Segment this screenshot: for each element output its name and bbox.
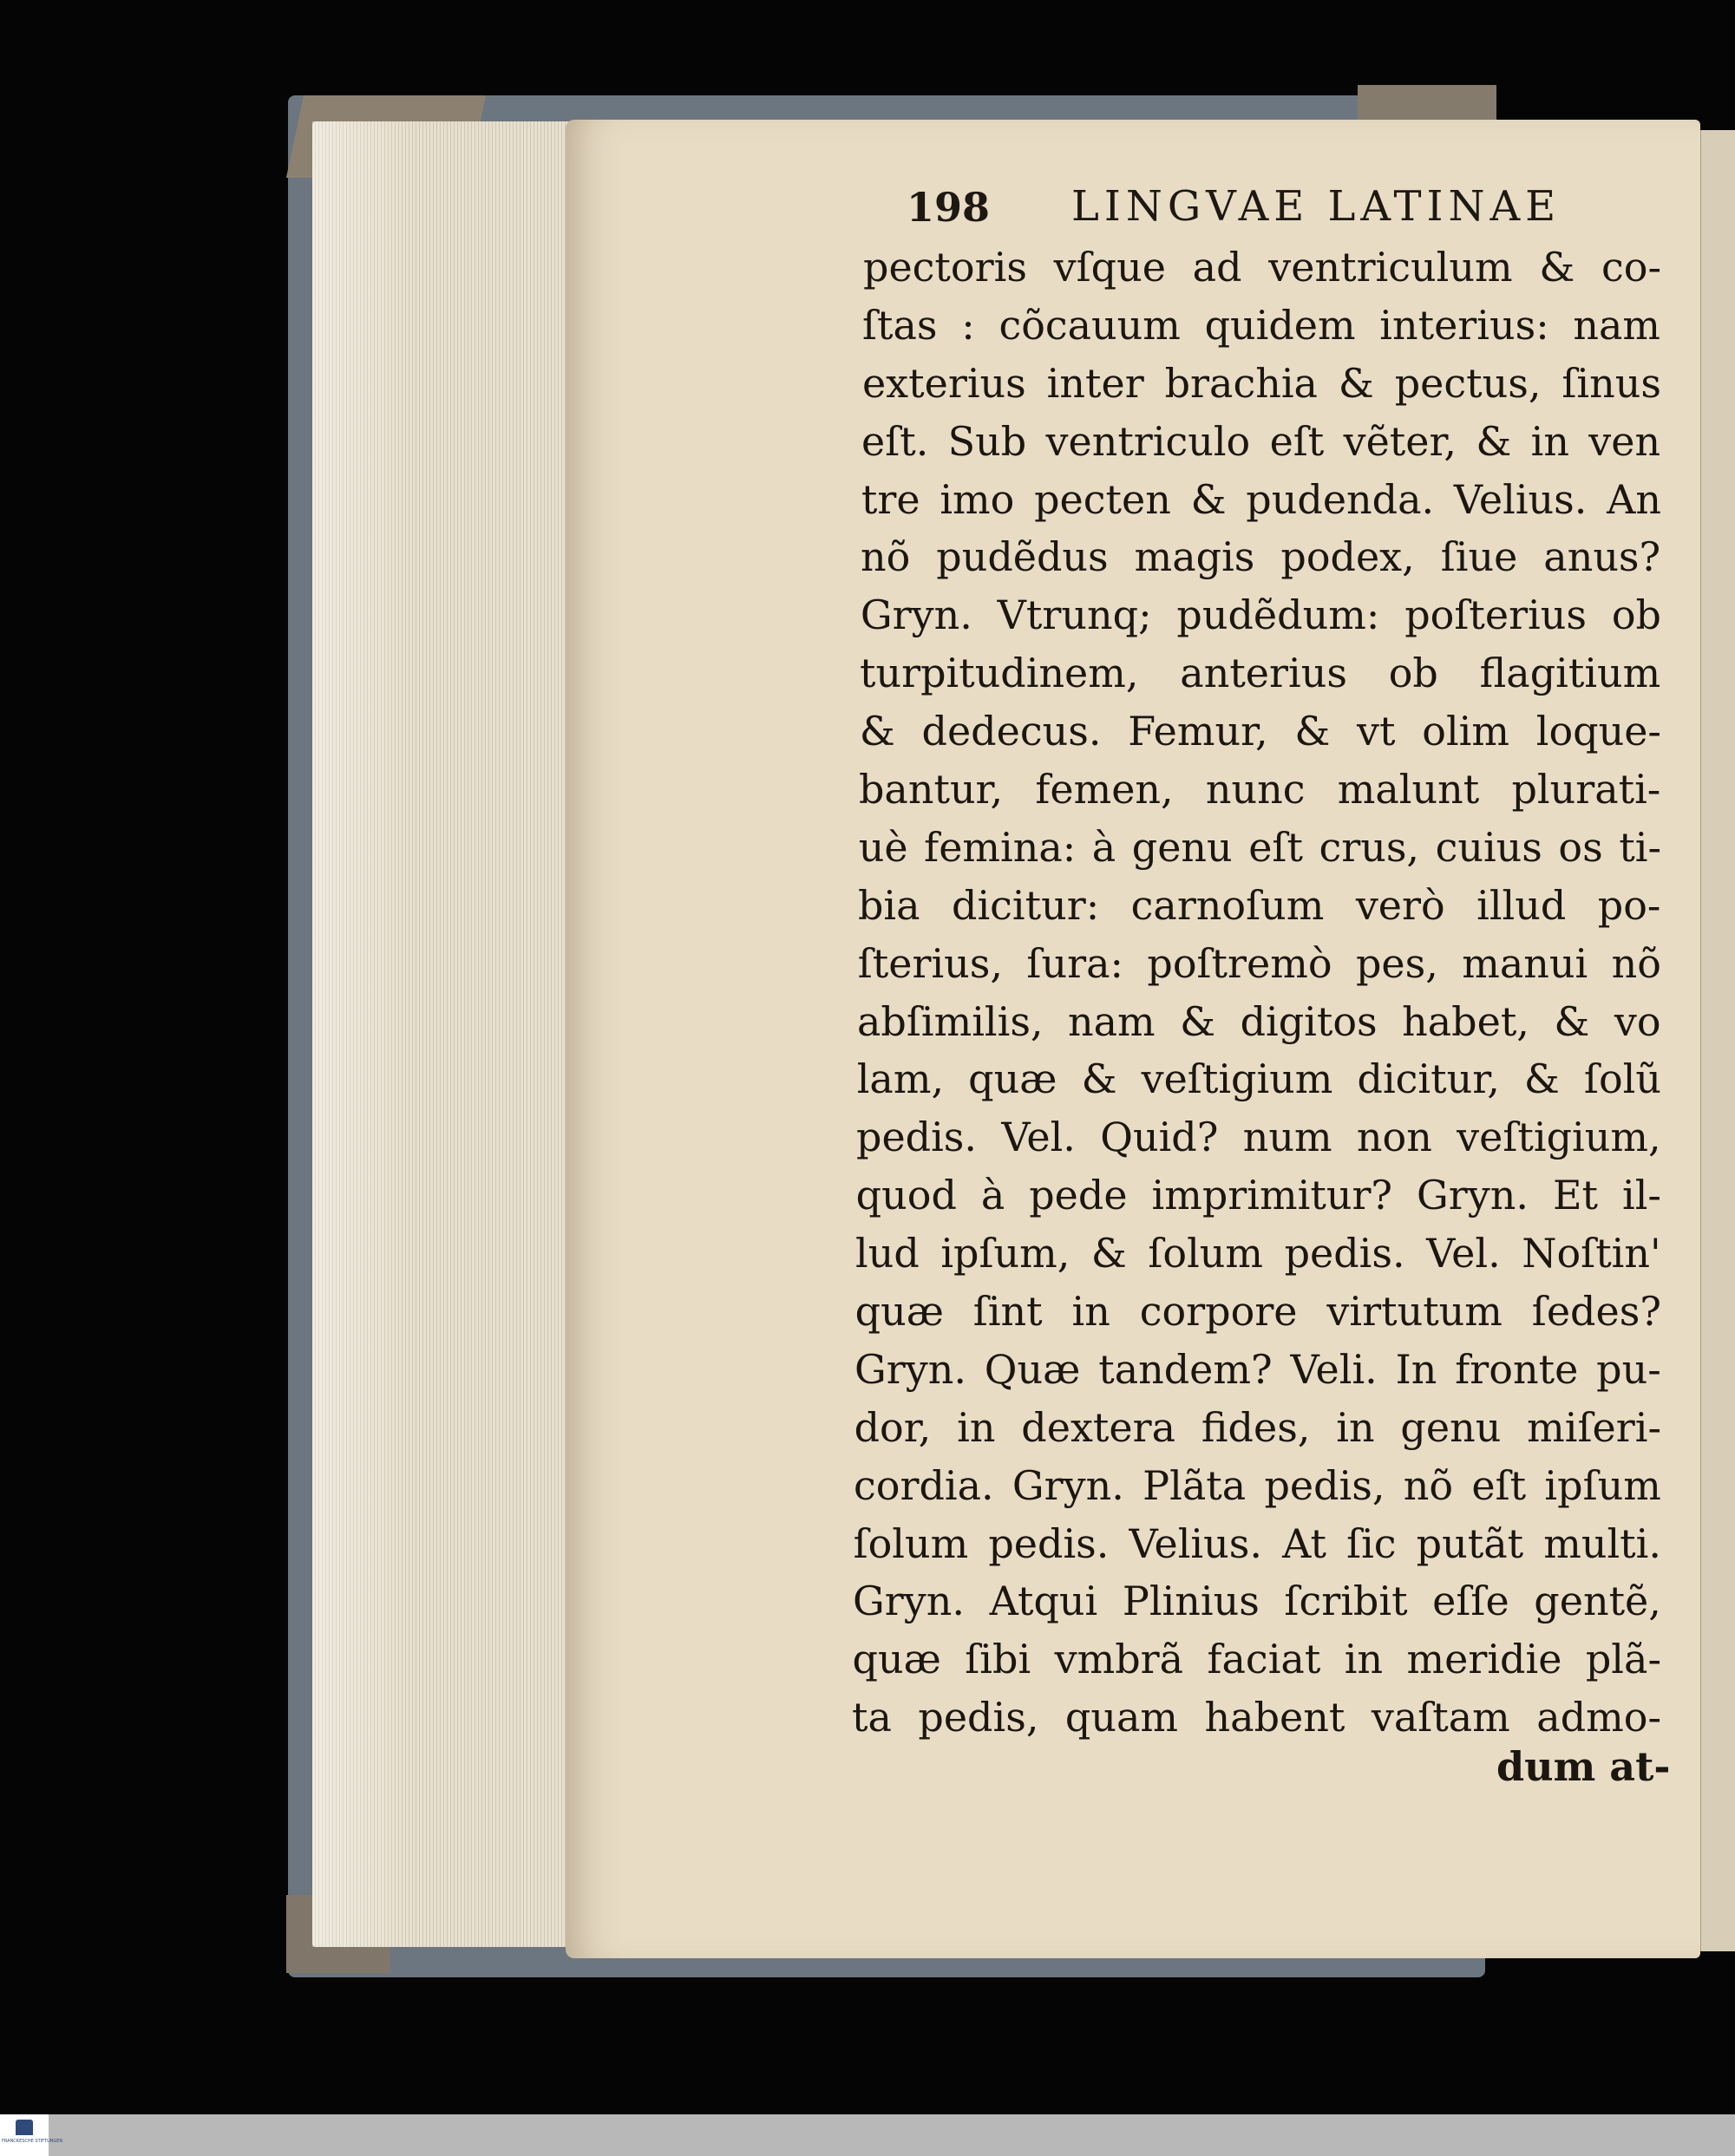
text-line: bantur, femen, nunc malunt plurati- (859, 766, 1661, 813)
text-line: tre imo pecten & pudenda. Velius. An (861, 475, 1661, 523)
text-line: quæ ſint in corpore virtutum ſedes? (854, 1288, 1661, 1336)
text-line: Gryn. Vtrunq; pudẽdum: poſterius ob (860, 591, 1661, 639)
text-line: ſtas : cõcauum quidem interius: nam (862, 301, 1661, 349)
text-line: bia dicitur: carnoſum verò illud po- (858, 881, 1661, 929)
text-line: ſterius, ſura: poſtremò pes, manui nõ (857, 939, 1661, 987)
library-logo-text: FRANCKESCHE STIFTUNGEN (2, 2139, 63, 2144)
text-line: eſt. Sub ventriculo eſt vẽter, & in ven (861, 417, 1661, 465)
library-logo[interactable] (0, 2114, 63, 2156)
page-stack-highlight (312, 121, 416, 1947)
text-line: Gryn. Atqui Plinius ſcribit eſſe gentẽ, (853, 1578, 1661, 1625)
text-line: lam, quæ & veſtigium dicitur, & ſolũ (856, 1055, 1661, 1103)
text-line: lud ipſum, & ſolum pedis. Vel. Noſtin' (855, 1230, 1661, 1277)
text-line: Gryn. Quæ tandem? Veli. In fronte pu- (854, 1345, 1661, 1393)
text-line: ta pedis, quam habent vaſtam admo- (852, 1694, 1661, 1741)
text-line: ſolum pedis. Velius. At ſic putãt multi. (853, 1519, 1661, 1567)
text-line: uè femina: à genu eſt crus, cuius os ti- (858, 823, 1661, 871)
text-line: quæ ſibi vmbrã faciat in meridie plã- (852, 1636, 1661, 1683)
text-line: turpitudinem, anterius ob flagitium (860, 650, 1661, 697)
facing-page-edge (1696, 130, 1735, 1951)
text-line: abſimilis, nam & digitos habet, & vo (857, 997, 1661, 1045)
text-line: pectoris vſque ad ventriculum & co- (863, 244, 1661, 291)
building-icon (16, 2120, 33, 2135)
page-number: 198 (907, 184, 991, 231)
catchword: dum at- (1496, 1743, 1671, 1790)
text-line: & dedecus. Femur, & vt olim loque- (859, 708, 1661, 755)
text-line: dor, in dextera fides, in genu miſeri- (854, 1403, 1661, 1451)
text-line: nõ pudẽdus magis podex, ſiue anus? (861, 533, 1661, 581)
text-line: quod à pede imprimitur? Gryn. Et il- (855, 1172, 1661, 1219)
text-line: pedis. Vel. Quid? num non veſtigium, (856, 1114, 1661, 1161)
body-text (854, 238, 1661, 1747)
running-head: LINGVAE LATINAE (1071, 182, 1562, 231)
viewer-footer-bar (0, 2114, 1735, 2156)
text-line: exterius inter brachia & pectus, ſinus (861, 359, 1661, 407)
text-line: cordia. Gryn. Plãta pedis, nõ eſt ipſum (854, 1461, 1661, 1509)
page-header (907, 177, 1601, 238)
